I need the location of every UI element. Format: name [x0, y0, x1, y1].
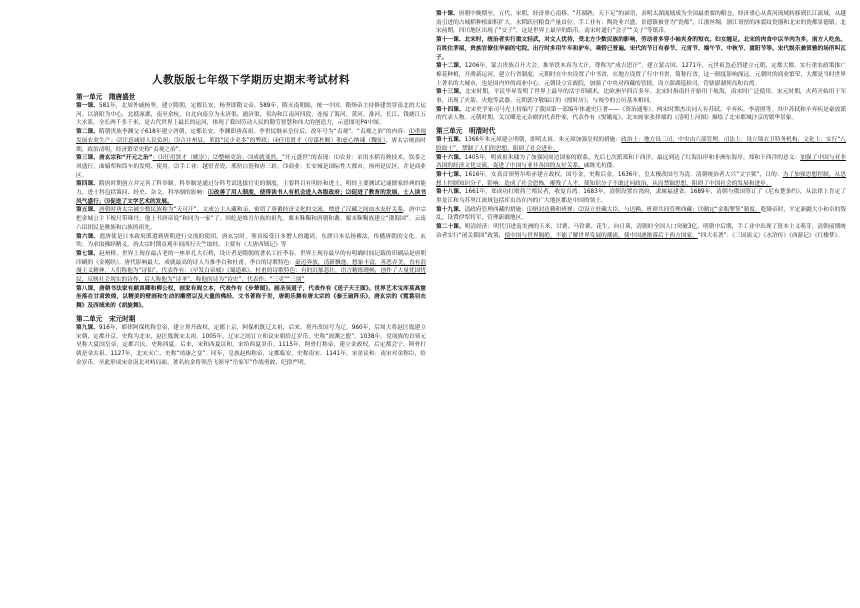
lesson-label: 第十课、 — [436, 11, 459, 17]
lesson-paragraph — [436, 10, 846, 36]
document-page — [8, 6, 852, 602]
lesson-text: 为了加强思想控制，从思想上控制知识分子，影响：造成了社会恐怖，摧残了人才，使知识分子不敢过问政治，从而禁锢思想，阻碍了中国社会的发展和进步。 — [436, 171, 846, 187]
lesson-label: 第十七课、 — [436, 171, 465, 178]
lesson-paragraph — [436, 136, 846, 153]
lesson-paragraph — [76, 233, 426, 250]
lesson-text: 唐朝书法家有颜真卿和柳公权，画家有阎立本，代表作有《步辇图》。画圣吴道子，代表作有《送子天王图》。世界艺术宝库莫高窟坐落在甘肃敦煌，以精美的壁画和生动的雕塑以及大量的佛经、文书著称于世，唐朝乐舞有唐太宗的《秦王破阵乐》，唐玄宗的《霓裳羽衣舞》及西域来的《胡旋舞》。 — [76, 285, 426, 310]
lesson-label: 第一课、 — [76, 103, 100, 109]
lesson-text: 1616年，女真首领努尔哈赤建立政权，国号金，史称后金。1636年，皇太极改国号为清。清朝统治者大兴“文字狱”，目的： — [464, 171, 783, 178]
lesson-label: 第十五课、 — [436, 137, 465, 144]
lesson-text: 加强了中国与亚非各国的经济文化交流，促进了中国与亚非各国的友好关系， — [436, 154, 846, 170]
lesson-text: ：⑴任用贤才（姚崇）；⑵整顿吏治；⑶成就斐然。 — [152, 155, 283, 162]
lesson-paragraph — [76, 206, 426, 232]
lesson-paragraph — [76, 180, 426, 206]
document-title: 人教版版七年级下学期历史期末考试材料 — [152, 74, 350, 86]
lesson-label: 第十九课、 — [436, 206, 465, 213]
lesson-text: 。唐中宗把金城公主下嫁尺带珠丹，他上书唐帝说“和同为一家”了。回纥是维吾尔族的祖先。粟末靺鞨和唐朝和蕃。粟末靺鞨族建立“渤海国”。云南六诏团民是彝族和白族的祖先。 — [76, 207, 426, 231]
lesson-text: 赵州桥，世界上现存最古老的一座单孔大石桥，设计者是隋朝的著名工匠李春。世界上现存最早的有明确时间记载的印刷品是唐朝印刷的《金刚经》。唐代影响最大、成就最高的诗人当推李白和杜甫。李白的诗歌特色： — [76, 250, 426, 266]
lesson-label: 第七课、 — [76, 250, 99, 257]
lesson-label: 第二课、 — [76, 129, 99, 136]
unit-heading: 第二单元 宋元时期 — [76, 314, 136, 323]
lesson-paragraph — [436, 223, 846, 240]
unit-heading: 第一单元 隋唐盛世 — [76, 93, 136, 101]
lesson-text: ⑴册封达赖和班禅；⑵设立驻藏大臣，与达赖、班禅共同管理西藏；⑶制定“金瓶掣签”制度。 — [527, 206, 761, 213]
lesson-paragraph — [436, 154, 846, 171]
unit-heading: 第三单元 明清时代 — [436, 127, 496, 136]
lesson-label: 第八课、 — [76, 285, 99, 292]
lesson-label: 第十三课、 — [436, 89, 465, 96]
lesson-text: 916年，耶律阿保机称皇帝，建立契丹政权，定都上京，阿保机既辽太祖，后来，契丹改国号为辽。960年，后周大将赵匡胤建立宋朝，定都开京，史称为北宋，赵匡胤既宋太祖。1005年，辽宋之间订立和议宋朝给辽岁币，史称“澶渊之盟”。1038年，党项族的首领元昊称大夏国皇帝，定都兴庆，史称西夏。后来，宋和西夏议和，宋给西夏岁币。1115年，阿骨打称帝，建立金政权，后定都会宁。阿骨打就是金太祖。1127年，北宋灭亡，史称“靖康之变”。同年，皇族赵构称帝，定都临安，史称南宋。1141年，宋金议和：南宋对金称臣，给金岁币。至此形成宋金南北对峙局面。著名抗金将领岳飞领导“岳家军”作战勇敢、纪律严明。 — [76, 324, 426, 366]
lesson-text: 北宋时期，平民毕昇发明了世界上最早的活字印刷术，比欧洲早四百多年。北宋时指南针开始用于航海，南宋时广泛使用。宋元时期，火药开始用于军事，出现了火箭、火炮等武器。元朝郭守敬编订的《授时历》，与现今的公历基本相同。 — [436, 89, 846, 105]
lesson-text: 乾隆帝时，平定新疆大小和卓的叛乱，设置伊犁将军，管理新疆地区。 — [436, 206, 846, 222]
lesson-text: ⑴改善了用人制度，使得读书人有机会进入各级政府；⑵促进了教育的发展，士人读书风气盛行；⑶促进了文学艺术的发展。 — [76, 190, 426, 205]
lesson-text: ，想象丰富，善恶弄美，直有浪漫主义精神，人们称他为“诗仙”。代表作有：《早发白帝城》《蜀道难》。杜甫的诗歌特色：有的沉郁悲壮，语言精练晓畅，创作了大量忧国忧民，反映社会现实的诗作，后人称他为“诗圣”，称他的诗为“诗史”，代表作：“三吏”“三别” — [76, 259, 426, 284]
lesson-paragraph — [436, 188, 846, 205]
lesson-label: 第十四课、 — [436, 106, 465, 113]
lesson-text: 1206年，蒙古贵族召开大会，推举铁木真为大汗，尊称为“成吉思汗”，建立蒙古国。1271年，元世祖忽必烈建立元朝，定都大都，实行重农政策推广棉花种植，开凿新运河，建立行省制度。元朝时在中央设置了中书省，在地方设置了行中书省，简称行省，这一制度影响深远。元朝时的商业繁荣，大都是当时世界上著名的大城市，也是国内外的商业中心。元朝设立宣政院，加强了中央对西藏的管辖，设立澎湖巡检司，管辖澎湖列岛和台湾。 — [436, 63, 846, 87]
lesson-text: 遣唐使是日本政府派遣到唐朝进行交流的使团，唐玄宗时，鉴真接受日本僧人的邀请，东渡日本弘扬佛法，传播唐朝的文化。玄奘：为求取佛经精义，唐太宗时期贞观年间西行天竺取经，主要有《大唐西域记》等 — [76, 233, 426, 249]
lesson-label: 第十八课、 — [436, 189, 465, 196]
lesson-paragraph — [76, 250, 426, 285]
lesson-label: 第九课、 — [76, 324, 100, 331]
lesson-text: “开元盛世”的表现：⑴农业：采用水稻育秧技术，饮茶之风盛行，曲辕犁和筒车的发明、使用。⑵手工业：越窑青瓷、邢窑白瓷和唐三彩。⑶商业：长安城是国际性大都市，扬州是民区，并是商业区。 — [76, 155, 426, 179]
lesson-label: 第十六课、 — [436, 154, 465, 161]
lesson-text: ⑴重视发展农业生产；⑵注意减轻人民负担；⑶合并州县，革除“民少吏多”的弊政；⑷任用贤才（房谋杜断）和虚心纳谏（魏征） — [76, 129, 426, 144]
lesson-paragraph — [436, 62, 846, 88]
left-column — [76, 6, 426, 602]
lesson-text: 政治上：地方设三司，中央由六部管理，司法上：设立锦衣卫特务机构，文化上：实行“八股取士”，禁锢了人们的思想，阻碍了社会进步。 — [436, 137, 846, 152]
lesson-text: 豪迈奔放，清新飘逸 — [295, 259, 347, 266]
lesson-text: 581年，北周外戚杨坚，建立隋朝，定都长安，杨坚即隋文帝。589年，隋灭南朝陈，统一中国。隋炀帝主持修建贯穿南北的大运河。以洛阳为中心，北抵涿郡，南至余杭，自北向南分为永济渠、通济渠、邗沟和江南河四段，连接了海河、黄河、淮河、长江、钱塘江五大水系，全长两千多千米，是古代世界上最长的运河，体现了我国劳动人民的勤劳智慧和伟大的创造力，示意图见P4中图。 — [76, 103, 426, 127]
lesson-paragraph — [76, 154, 426, 180]
right-column — [436, 10, 846, 606]
lesson-paragraph — [76, 324, 426, 368]
lesson-paragraph — [436, 88, 846, 105]
lesson-text: 1661年，郑成功打败荷兰殖民者，收复台湾。1683年，清朝设置台湾府，隶属福建省。1689年，清朝与俄国签订了《尼布楚条约》，从法律上肯定了黑龙江和乌苏里江流域包括库页岛在内的广大地区都是中国的领土。 — [436, 189, 846, 205]
lesson-text: 1368年朱元璋建立明朝，即明太祖。朱元璋加强皇权的措施： — [464, 137, 622, 144]
lesson-label: 第三课、唐玄宗和“开元之治” — [76, 155, 153, 162]
lesson-text: 明清经济：明代引进南美洲的玉米、甘薯、马铃薯、花生、向日葵，清朝时全国人口突破3亿。明朝中后期，手工业中出现了资本主义萌芽。清朝前期统治者实行“闭关锁国”政策， — [436, 224, 846, 239]
lesson-text: 北宋史学家司马光主持编写了我国第一部编年体通史巨著——《资治通鉴》。两宋时期杰出词人有苏轼、辛弃疾、李清照等。其中苏轼和辛弃疾是豪放派的代表人物。元朝时期，关汉卿是元杂剧的代表作家，代表作有《窦娥冤》。北宋画家张择端的《清明上河图》描绘了北宋都城汴京的繁华景象。 — [436, 106, 846, 122]
lesson-label: 第五课、 — [76, 207, 99, 214]
lesson-paragraph — [436, 106, 846, 123]
lesson-label: 第十一课、 — [436, 37, 465, 44]
lesson-paragraph — [76, 102, 426, 128]
lesson-paragraph — [436, 36, 846, 62]
lesson-text: ，唐太宗统治时期，政治清明，经济繁荣史称“贞观之治”。 — [76, 137, 426, 153]
lesson-text: 使中国与世界隔绝，不能了解世界发展的潮流，使中国逐渐落后于西方国家。 — [504, 232, 698, 239]
lesson-text: 戚继光抗倭。 — [583, 163, 618, 170]
lesson-paragraph — [76, 128, 426, 154]
lesson-paragraph — [76, 285, 426, 311]
lesson-text: 隋朝贵族李渊父子618年建立唐朝，定都长安，李渊即唐高祖。李世民继承皇位后，改年号为“贞观”。“贞观之治”的内容： — [98, 129, 409, 136]
lesson-label: 第六课、 — [76, 233, 100, 240]
lesson-label: 第二十课、 — [436, 224, 465, 231]
lesson-text: 隋唐时期创立并完善了科举制。科举制是通过分科考试选拔官吏的制度，主要科目有明经和进士，明经主要测试记诵儒家经典的能力，进士科包括策问、经史、杂文，科举制的影响： — [76, 181, 426, 197]
lesson-label: 第四课、 — [76, 181, 99, 188]
lesson-paragraph — [436, 171, 846, 188]
lesson-paragraph — [436, 206, 846, 223]
lesson-label: 第十二课、 — [436, 63, 465, 70]
lesson-text: 清政府管理西藏的措施： — [464, 206, 528, 213]
lesson-text: 唐朝时唐太宗被少数民族称为“天可汗”。文成公主入藏和亲，密切了唐蕃经济文化的交流，增进了汉藏之间血水友好关系 — [98, 207, 404, 214]
lesson-text: “四大名著”：《三国演义》《水浒传》《西游记》《红楼梦》。 — [697, 232, 844, 239]
lesson-text: 唐朝中晚期至，五代、宋朝，经济重心南移。“苏湖熟，天下足”的谚语，表明太湖流域成为全国最重要的粮仓。经济重心从黄河流域转移到长江流域，从越南引进的占城稻种植面积扩大，水稻跃居粮食产量首位。手工业有：陶瓷业兴盛，景德镇被誉为“瓷都”，江浙丝绸，浙江哥窑的冰裂纹瓷器和北宋的瓷都景德镇。北宋前期，四川地区出现了“交子”，这是世界上最早的纸币。南宋时通行“会子”“关子”等纸币。 — [436, 11, 846, 35]
lesson-text: 北宋时，统治者实行重文轻武，对文人优待，受北方少数民族的影响，劳动者多穿小袖夹身的短衣。妇女缠足。北宋的肉食中以羊肉为多，南方人吃鱼。百姓住茅屋，贵族官僚住华丽的宅院。出行时多用牛车和驴车，乘轿已普遍。宋代的节日有春节、元宵节、端午节、中秋节、重阳节等。宋代娱乐兼赏雅的场所叫瓦子。 — [436, 37, 846, 61]
lesson-text: 1405年，明成祖朱棣为了加强同周边国家的联系，先后七次派郑和下西洋，最远到达了红海沿岸和非洲东海岸。郑和下西洋的意义： — [464, 154, 801, 161]
